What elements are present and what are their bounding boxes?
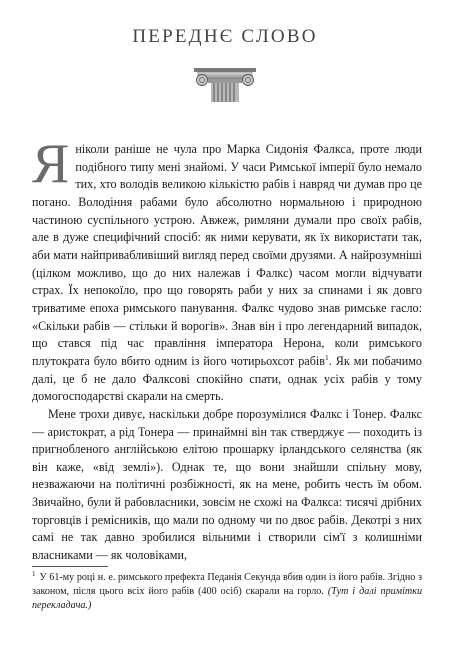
footnote-marker[interactable]: 1	[324, 352, 329, 362]
footnote-text: У 61-му році н. е. римського префекта Педанія Секунда вбив один із його рабів. Згідно з законом, після цього всіх його рабів (400 осіб) скарали на горло.	[32, 572, 422, 598]
paragraph-1-tail: . Як ми побачимо далі, це б не дало Фалксові спокійно спати, однак усіх рабів у тому домогосподарстві скарали на смерть.	[32, 353, 422, 404]
footnote	[32, 571, 422, 613]
paragraph-1	[32, 133, 422, 406]
paragraph-1-text: ніколи раніше не чула про Марка Сидонія Фалкса, проте люди подібного типу мені знайомі. У часи Римської імперії було немало тих, хто володів великою кількістю рабів і навряд чи думав про це погано. Володіння рабами було абсолютно нормальною і природною частиною суспільного устрою. Авжеж, римляни думали про своїх рабів, але в дуже специфічний спосіб: як ними керувати, як їх використати так, аби мати найпривабливіший вигляд перед своїми друзями. А найрозумніші (цілком можливо, що до них належав і Фалкс) часом могли відчувати страх. Їх непокоїло, про що говорять раби у них за спинами і як довго триватиме епоха римського панування. Фалкс чудово знав римське гасло: «Скільки рабів — стільки й ворогів». Знав він і про легендарний випадок, що стався під час правління імператора Нерона, коли римського плутократа було вбито одним із його чотирьохсот рабів	[32, 142, 422, 368]
footnote-number: 1	[32, 569, 36, 578]
chapter-title: ПЕРЕДНЄ СЛОВО	[132, 26, 318, 47]
drop-cap: Я	[32, 133, 70, 195]
ionic-column-capital-icon	[192, 68, 258, 102]
footnote-divider	[32, 566, 108, 567]
main-text	[32, 133, 422, 565]
paragraph-2: Мене трохи дивує, наскільки добре порозумілися Фалкс і Тонер. Фалкс — аристократ, а рід Тонера — принаймні він так стверджує — походить із пригнобленого англійською елітою прошарку ірландського селянства (як він каже, «від землі»). Однак те, що вони знайшли спільну мову, незважаючи на політичні розбіжності, як на мене, робить честь їм обом. Звичайно, були й рабовласники, зовсім не схожі на Фалкса: тисячі дрібних торговців і ремісників, що мали по одному чи по двоє рабів. Декотрі з них самі не так давно зробилися вільними і створили сім'ї з колишніми власниками — як чоловіками,	[32, 406, 422, 563]
footnote-translator-note: (Тут і далі примітки перекладача.)	[32, 586, 422, 612]
